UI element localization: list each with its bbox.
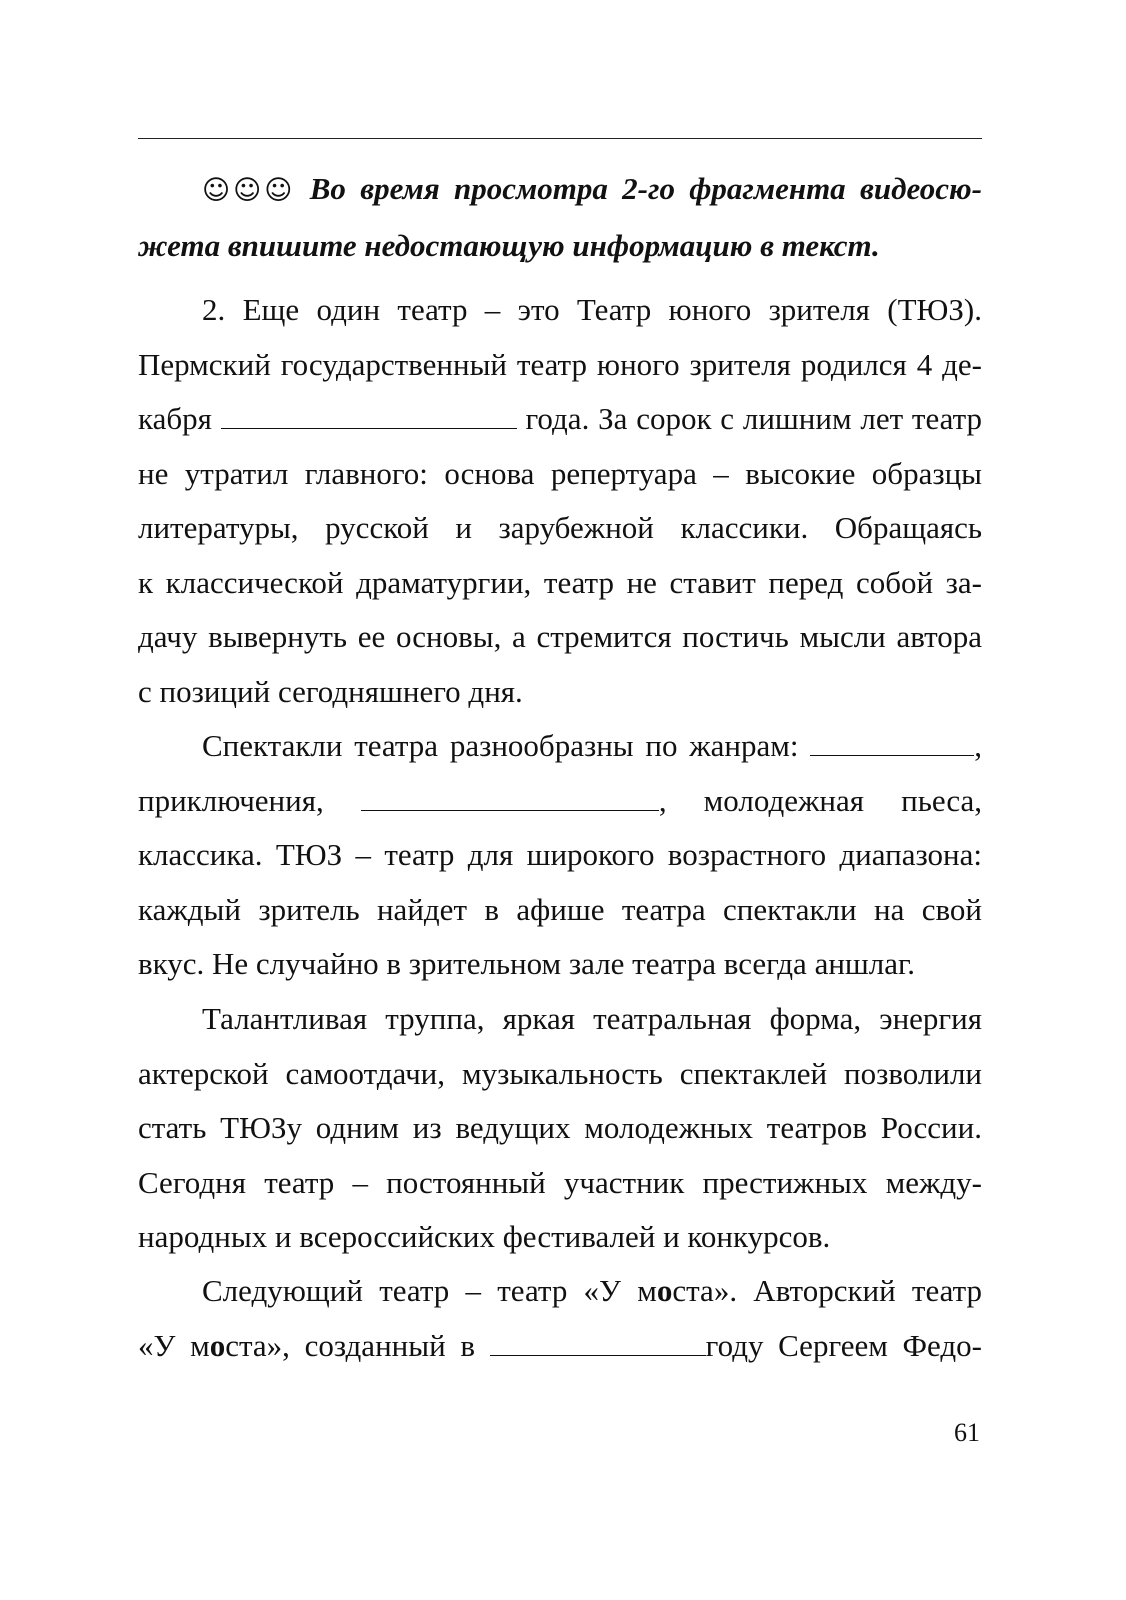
text-line: вкус. Не случайно в зрительном зале театра всегда аншлаг. xyxy=(138,946,915,981)
text-line: Пермский государственный театр юного зрителя родился 4 де- xyxy=(138,346,982,382)
fill-in-blank-genre-2[interactable] xyxy=(361,786,659,811)
text-line: не утратил главного: основа репертуара – высокие образцы xyxy=(138,455,982,491)
paragraph-genres xyxy=(138,719,982,992)
text-line: 2. Еще один театр – это Театр юного зрителя (ТЮЗ). xyxy=(202,292,982,327)
text-line: дачу вывернуть ее основы, а стремится постичь мысли автора xyxy=(138,619,982,654)
text-line: к классической драматургии, театр не ставит перед собой за- xyxy=(138,564,982,600)
text-line: Талантливая труппа, яркая театральная форма, энергия xyxy=(202,1001,982,1036)
header-rule xyxy=(138,138,982,139)
text-line: каждый зритель найдет в афише театра спектакли на свой xyxy=(138,891,982,927)
text-line: Следующий театр – театр «У моста». Авторский театр xyxy=(202,1273,983,1308)
task-instruction xyxy=(138,162,982,273)
text-line: Сегодня театр – постоянный участник престижных между- xyxy=(138,1164,982,1200)
text-line: с позиций сегодняшнего дня. xyxy=(138,673,523,709)
text-line: приключения, , молодежная пьеса, xyxy=(138,782,983,818)
fill-in-blank-year[interactable] xyxy=(221,404,517,429)
paragraph-tyuz-intro xyxy=(138,283,982,719)
page-number: 61 xyxy=(954,1418,980,1447)
text-line: «У моста», созданный в году Сергеем Федо- xyxy=(138,1327,982,1363)
smiley-icons: ☺☺☺ xyxy=(202,175,296,206)
fill-in-blank-founding-year[interactable] xyxy=(490,1331,706,1356)
text-line: народных и всероссийских фестивалей и конкурсов. xyxy=(138,1219,831,1254)
instruction-line-2: жета впишите недостающую информацию в текст. xyxy=(138,227,880,263)
text-line: Спектакли театра разнообразны по жанрам: , xyxy=(202,728,983,763)
text-line: классика. ТЮЗ – театр для широкого возрастного диапазона: xyxy=(138,837,982,872)
instruction-line-1: ☺☺☺ Во время просмотра 2-го фрагмента видеосю- xyxy=(202,171,983,206)
paragraph-u-mosta xyxy=(138,1264,982,1373)
text-line: стать ТЮЗу одним из ведущих молодежных театров России. xyxy=(138,1110,982,1145)
fill-in-blank-genre-1[interactable] xyxy=(810,731,974,756)
paragraph-troupe xyxy=(138,992,982,1265)
text-line: литературы, русской и зарубежной классики. Обращаясь xyxy=(138,510,982,545)
text-line: кабря года. За сорок с лишним лет театр xyxy=(138,401,983,436)
text-line: актерской самоотдачи, музыкальность спектаклей позволили xyxy=(138,1055,982,1091)
